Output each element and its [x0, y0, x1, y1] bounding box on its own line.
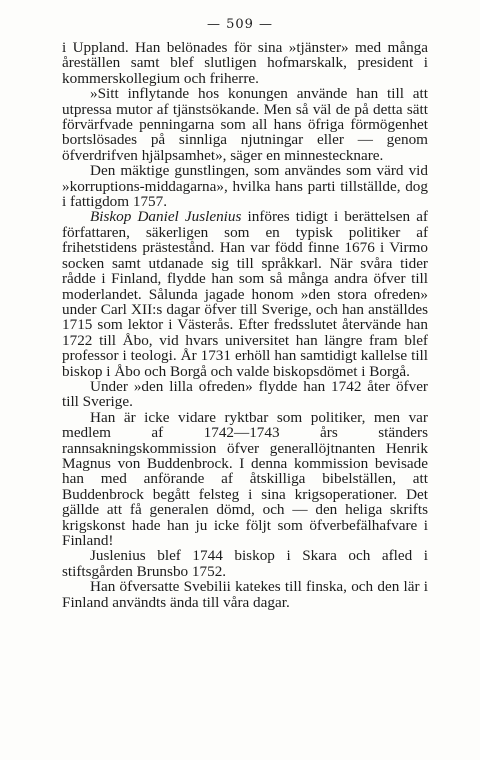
paragraph: Han öfversatte Svebilii katekes till finska, och den lär i Finland användts ända till våra dagar.	[62, 578, 428, 611]
paragraph: i Uppland. Han belönades för sina »tjänster» med många åreställen samt blef slutligen hofmarskalk, president i kommerskollegium och friherre.	[62, 39, 428, 87]
body-text	[62, 40, 428, 610]
paragraph: »Sitt inflytande hos konungen använde han till att utpressa mutor af tjänstsökande. Men så väl de på detta sätt förvärfvade penningarna som all hans öfriga förmögenhet bortslösades på sinnliga njutningar eller — genom öfverdrifven hjälpsamhet», säger en minnestecknare.	[62, 85, 428, 164]
paragraph	[62, 209, 428, 378]
paragraph-body: införes tidigt i berättelsen af författaren, säkerligen som en typisk politiker af frihetstidens prästestånd. Han var född finne 1676 i Virmo socken samt utdanade sig till språkkarl. När svåra tider rådde i Finland, flydde han som så många andra öfver till moderlandet. Sålunda jagade honom »den stora ofreden» under Carl XII:s dagar öfver till Sverige, och han anställdes 1715 som lektor i Västerås. Efter fredsslutet återvände han 1722 till Åbo, vid hvars universitet han längre fram blef professor i teologi. År 1731 erhöll han samtidigt kallelse till biskop i Åbo och Borgå och valde biskopsdömet i Borgå.	[62, 208, 428, 380]
page-number: — 509 —	[206, 17, 274, 32]
paragraph: Han är icke vidare ryktbar som politiker, men var medlem af 1742—1743 års ständers rannsakningskommission öfver generallöjtnanten Henrik Magnus von Buddenbrock. I denna kommission bevisade han med anförande af åtskilliga bibelställen, att Buddenbrock begått felsteg i sina krigsoperationer. Det gällde att få generalen dömd, och — den heliga skrifts krigskonst hade han ju icke följt som öfverbefälhafvare i Finland!	[62, 408, 428, 549]
paragraph: Den mäktige gunstlingen, som användes som värd vid »korruptions-middagarna», hvilka hans parti tillställde, dog i fattigdom 1757.	[62, 162, 428, 211]
paragraph: Under »den lilla ofreden» flydde han 1742 åter öfver till Sverige.	[62, 377, 428, 411]
paragraph-lead-italic: Biskop Daniel Juslenius	[90, 208, 242, 226]
paragraph: Juslenius blef 1744 biskop i Skara och afled i stiftsgården Brunsbo 1752.	[62, 547, 428, 580]
